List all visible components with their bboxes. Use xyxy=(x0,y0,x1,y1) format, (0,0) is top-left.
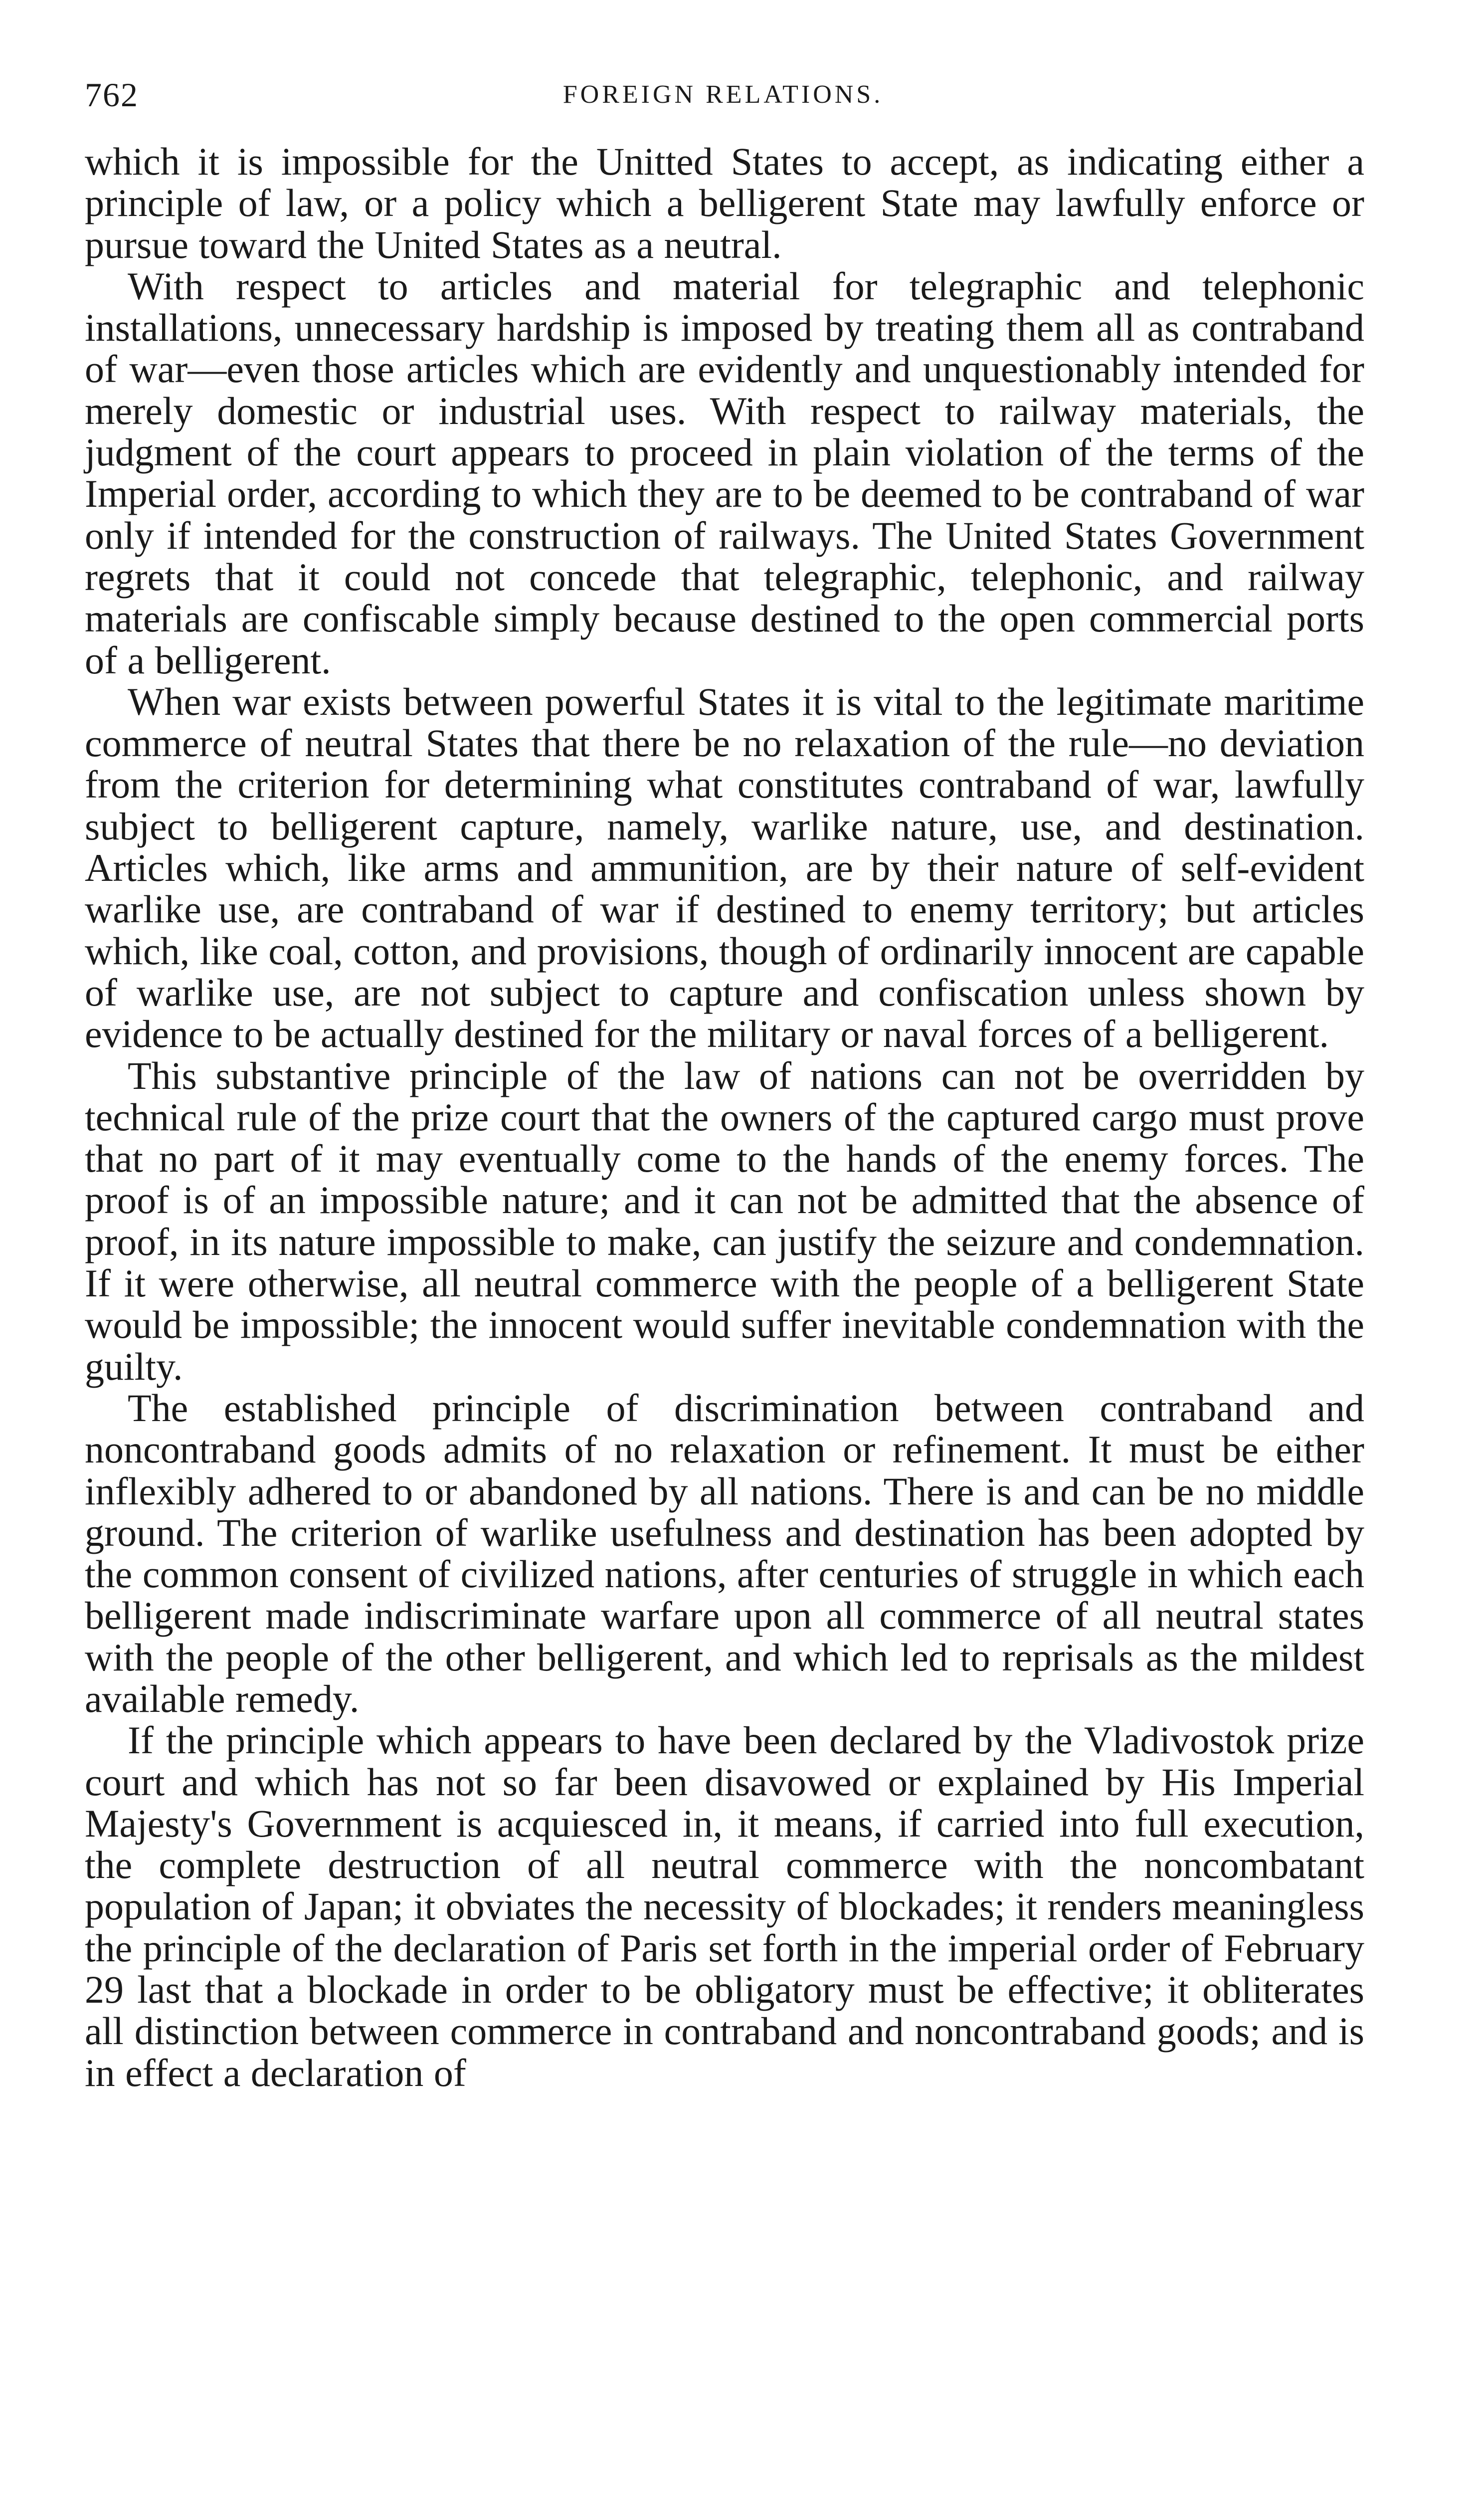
paragraph-contraband-criterion: When war exists between powerful States it is vital to the legitimate maritime commerce of neutral States that there be no relaxation of the rule—no deviation from the criterion for determining what constitutes contraband of war, lawfully subject to belligerent capture, namely, warlike nature, use, and destination. Articles which, like arms and ammunition, are by their nature of self-evident warlike use, are contraband of war if destined to enemy territory; but articles which, like coal, cotton, and provisions, though of ordinarily innocent are capable of warlike use, are not subject to capture and confiscation unless shown by evidence to be actually destined for the military or naval forces of a belligerent. xyxy=(85,679,1364,1056)
running-head: FOREIGN RELATIONS. xyxy=(562,80,884,109)
page-number: 762 xyxy=(85,76,139,114)
paragraph-telegraphic-materials: With respect to articles and material for telegraphic and telephonic installations, unnecessary hardship is imposed by treating them all as contraband of war—even those articles which are evidently and unquestionably intended for merely domestic or industrial uses. With respect to railway materials, the judgment of the court appears to proceed in plain violation of the terms of the Imperial order, according to which they are to be deemed to be contraband of war only if intended for the construction of railways. The United States Government regrets that it could not concede that telegraphic, telephonic, and railway materials are confiscable simply because destined to the open commercial ports of a belligerent. xyxy=(85,264,1364,682)
paragraph-burden-of-proof: This substantive principle of the law of nations can not be overridden by technical rule of the prize court that the owners of the captured cargo must prove that no part of it may eventually come to the hands of the enemy forces. The proof is of an impossible nature; and it can not be admitted that the absence of proof, in its nature impossible to make, can justify the seizure and condemnation. If it were otherwise, all neutral commerce with the people of a belligerent State would be impossible; the innocent would suffer inevitable condemnation with the guilty. xyxy=(85,1053,1364,1388)
page-header xyxy=(85,70,1361,120)
body-text xyxy=(85,141,1364,2093)
paragraph-discrimination-principle: The established principle of discrimination between contraband and noncontraband goods admits of no relaxation or refinement. It must be either inflexibly adhered to or abandoned by all nations. There is and can be no middle ground. The criterion of warlike usefulness and destination has been adopted by the common consent of civilized nations, after centuries of struggle in which each belligerent made indiscriminate warfare upon all commerce of all neutral states with the people of the other belligerent, and which led to reprisals as the mildest available remedy. xyxy=(85,1386,1364,1720)
paragraph-continuation: which it is impossible for the Unitted States to accept, as indicating either a principle of law, or a policy which a belligerent State may lawfully enforce or pursue toward the United States as a neutral. xyxy=(85,140,1364,266)
paragraph-vladivostok-prize-court: If the principle which appears to have been declared by the Vladivostok prize court and which has not so far been disavowed or explained by His Imperial Majesty's Government is acquiesced in, it means, if carried into full execution, the complete destruction of all neutral commerce with the noncombatant population of Japan; it obviates the necessity of blockades; it renders meaningless the principle of the declaration of Paris set forth in the imperial order of February 29 last that a blockade in order to be obligatory must be effective; it obliterates all distinction between commerce in contraband and noncontraband goods; and is in effect a declaration of xyxy=(85,1718,1364,2094)
